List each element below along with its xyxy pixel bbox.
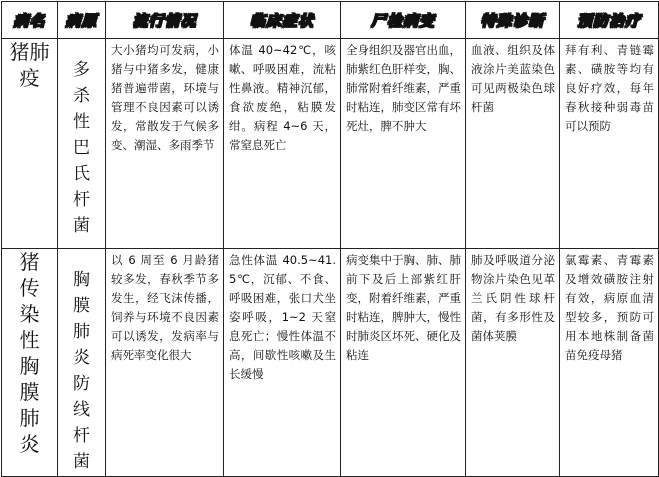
pathogen-cell [58, 249, 106, 477]
pathogen-text: 胸膜肺炎防线杆菌 [73, 270, 90, 472]
diagnosis-cell: 肺及呼吸道分泌物涂片染色见革兰氏阴性球杆菌，有多形性及菌体荚膜 [466, 249, 560, 477]
pathogen-text: 多杀性巴氏杆菌 [73, 60, 90, 236]
header-name: 病名 [2, 2, 58, 39]
symptoms-cell: 体温 40~42℃，咳嗽、呼吸困难，流粘性鼻液。精神沉郁，食欲废绝，粘膜发绀。病程 4~6 天，常窒息死亡 [224, 39, 341, 249]
symptoms-cell: 急性体温 40.5~41.5℃，沉郁、不食、呼吸困难，张口犬坐姿呼吸，1~2 天窒息死亡；慢性体温不高，间歇性咳嗽及生长缓慢 [224, 249, 341, 477]
epidemic-cell: 大小猪均可发病，小猪与中猪多发，健康猪普遍带菌，环境与管理不良因素可以诱发，常散发于气候多变、潮湿、多雨季节 [106, 39, 224, 249]
pathogen-cell [58, 39, 106, 249]
header-pathogen: 病原 [58, 2, 106, 39]
table-row [2, 249, 659, 477]
prevention-cell: 氯霉素、青霉素及增效磺胺注射有效，病原血清型较多，预防可用本地株制备菌苗免疫母猪 [560, 249, 659, 477]
epidemic-cell: 以 6 周至 6 月龄猪较多发，春秋季节多发生，经飞沫传播，饲养与环境不良因素可以诱发，发病率与病死率变化很大 [106, 249, 224, 477]
header-autopsy: 尸检病变 [341, 2, 466, 39]
disease-name: 猪肺疫 [9, 40, 50, 90]
autopsy-cell: 全身组织及器官出血，肺紫红色肝样变，胸、肺常附着纤维素，严重时粘连，肺变区常有坏死灶，脾不肿大 [341, 39, 466, 249]
header-epidemic: 流行情况 [106, 2, 224, 39]
disease-name-cell [2, 249, 58, 477]
prevention-cell: 拜有利、青链霉素、磺胺等均有良好疗效，每年春秋接种弱毒苗可以预防 [560, 39, 659, 249]
header-symptoms: 临床症状 [224, 2, 341, 39]
disease-table [1, 1, 659, 477]
header-prevention: 预防治疗 [560, 2, 659, 39]
disease-name: 猪传染性胸膜肺炎 [19, 250, 40, 456]
table-row [2, 39, 659, 249]
disease-name-cell [2, 39, 58, 249]
diagnosis-cell: 血液、组织及体液涂片美蓝染色可见两极染色球杆菌 [466, 39, 560, 249]
header-diagnosis: 特殊诊断 [466, 2, 560, 39]
header-row [2, 2, 659, 39]
autopsy-cell: 病变集中于胸、肺、肺前下及后上部紫红肝变，附着纤维素，严重时粘连，脾肿大，慢性时肺炎区坏死、硬化及粘连 [341, 249, 466, 477]
